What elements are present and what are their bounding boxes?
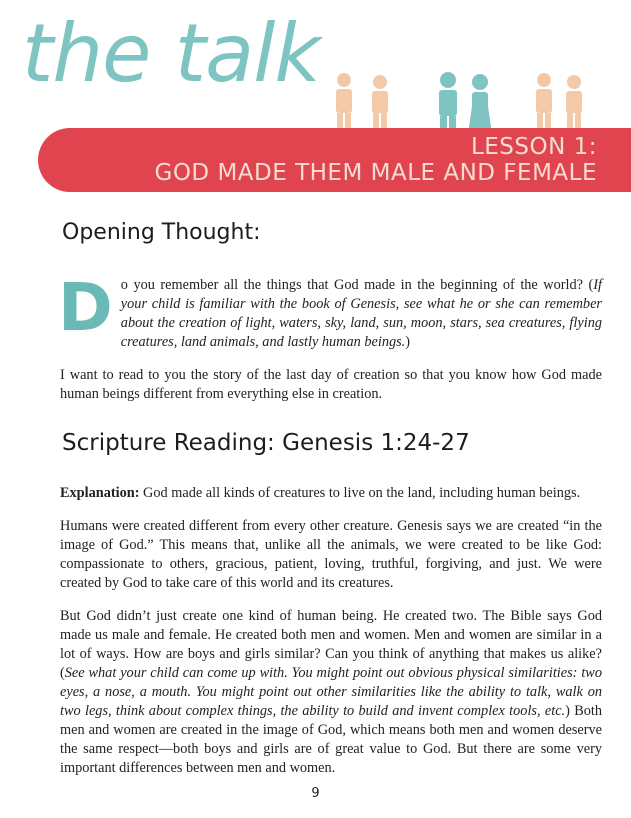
explanation-paragraph: Explanation: God made all kinds of creatures to live on the land, including human beings. xyxy=(60,485,581,501)
people-figures-illustration xyxy=(330,72,590,134)
dropcap-letter: D xyxy=(58,269,113,346)
lesson-title xyxy=(155,134,598,186)
opening-paragraph-1: Do you remember all the things that God made in the beginning of the world? (If your child is familiar with the book of Genesis, see what he or she can remember about the creation of light, waters, sky, land, sun, moon, stars, sea creatures, flying creatures, land animals, and lastly human beings.) xyxy=(58,269,602,350)
boy-figure-icon xyxy=(336,73,352,133)
logo: the talk xyxy=(22,7,320,100)
opening-paragraph-2: I want to read to you the story of the last day of creation so that you know how God made human beings different from everything else in creation. xyxy=(60,367,602,402)
lesson-number: LESSON 1: xyxy=(470,134,597,160)
opening-thought-heading: Opening Thought: xyxy=(62,220,261,245)
image-of-god-paragraph: Humans were created different from every other creature. Genesis says we are created “in the image of God.” This means that, unlike all the animals, we were created to be like God: compassionate to others, gracious, patient, loving, truthful, forgiving, and just. We were created by God to take care of this world and its creatures. xyxy=(60,518,602,591)
scripture-heading: Scripture Reading: Genesis 1:24-27 xyxy=(62,430,470,456)
girl-figure-icon xyxy=(372,75,388,133)
man-figure-icon xyxy=(439,72,457,134)
explanation-label: Explanation: xyxy=(60,485,140,501)
lesson-name: GOD MADE THEM MALE AND FEMALE xyxy=(154,160,597,186)
opening-section xyxy=(58,269,602,418)
child-figure-icon-2 xyxy=(566,75,582,133)
lesson-banner xyxy=(38,128,631,192)
page-number: 9 xyxy=(311,786,320,801)
male-female-paragraph: But God didn’t just create one kind of human being. He created two. The Bible says God made us male and female. He created both men and women. Men and women are similar in a lot of ways. How are boys and girls similar? Can you think of anything that makes us alike? (See what your child can come up with. You might point out obvious physical similarities: two eyes, a nose, a mouth. You might point out other similarities like the ability to talk, walk on two legs, think about complex things, the ability to build and invent complex tools, etc.) Both men and women are created in the image of God, which means both men and women deserve the same respect—both boys and girls are of great value to God. But there are some very important differences between men and women. xyxy=(60,608,603,776)
woman-figure-icon xyxy=(468,74,492,134)
scripture-section xyxy=(60,484,602,792)
child-figure-icon xyxy=(536,73,552,133)
